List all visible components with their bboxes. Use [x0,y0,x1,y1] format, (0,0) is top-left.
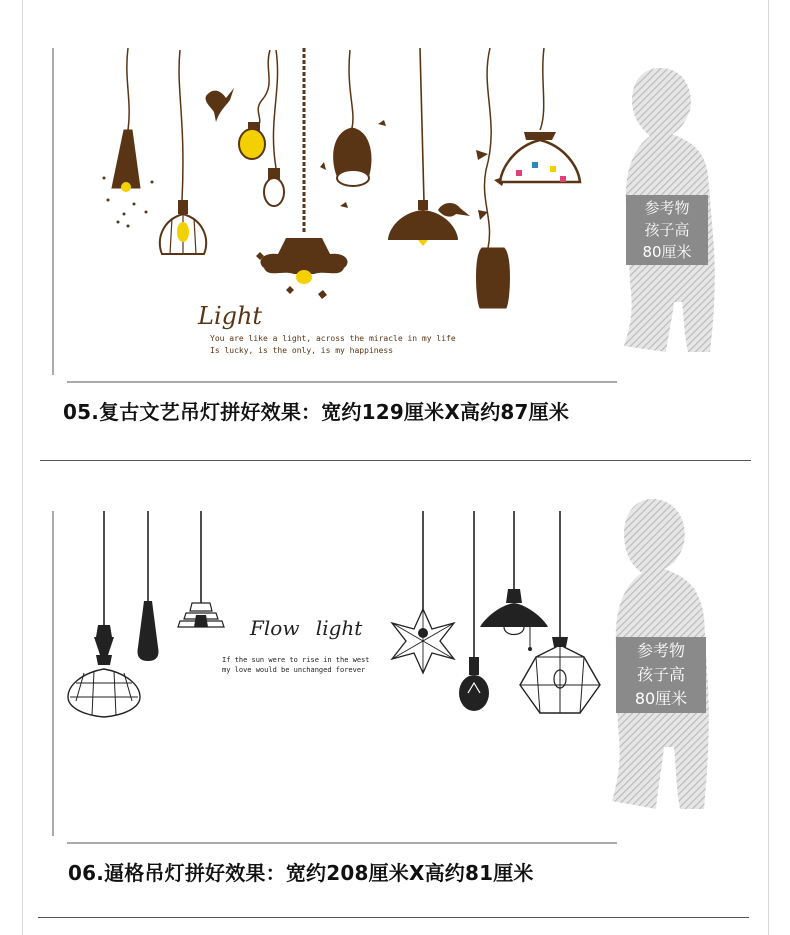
product-panel-05 [0,0,790,460]
reference-line-3: 80厘米 [642,243,692,261]
black-bulb-icon [459,675,489,711]
reference-line-1: 参考物 [636,641,685,660]
yellow-bulb-icon [239,129,265,159]
cord-1 [127,48,129,130]
tiffany-lamp-icon [500,140,580,182]
vine-lamp-icon [477,248,510,308]
art-quote-line-1: If the sun were to rise in the west [222,656,370,664]
industrial-shade-icon [480,603,548,627]
small-bulb-icon [264,178,284,206]
reference-label [626,195,708,265]
product-caption-06: 06.逼格吊灯拼好效果：宽约208厘米X高约81厘米 [68,861,534,885]
bulbous-pendant-icon [94,625,114,665]
product-panel-06 [0,461,790,935]
slim-pendant-icon [137,601,158,661]
bird-icon [206,88,234,122]
art-quote-line-2: my love would be unchanged forever [222,666,366,674]
art-quote-line-2: Is lucky, is the only, is my happiness [210,346,394,355]
art-title: Flow light [250,616,363,640]
reference-line-2: 孩子高 [644,221,690,239]
ornate-chandelier-icon [260,238,347,274]
reference-line-3: 80厘米 [634,689,688,708]
cone-lamp-icon [112,130,140,188]
section-divider [38,917,749,918]
product-caption-05: 05.复古文艺吊灯拼好效果：宽约129厘米X高约87厘米 [63,400,570,424]
reference-line-1: 参考物 [644,199,690,217]
reference-line-2: 孩子高 [636,665,685,684]
bird-on-lamp-icon [438,203,470,217]
art-quote-line-1: You are like a light, across the miracle in my life [210,334,456,343]
art-title: Light [198,302,263,330]
reference-label [616,637,706,713]
